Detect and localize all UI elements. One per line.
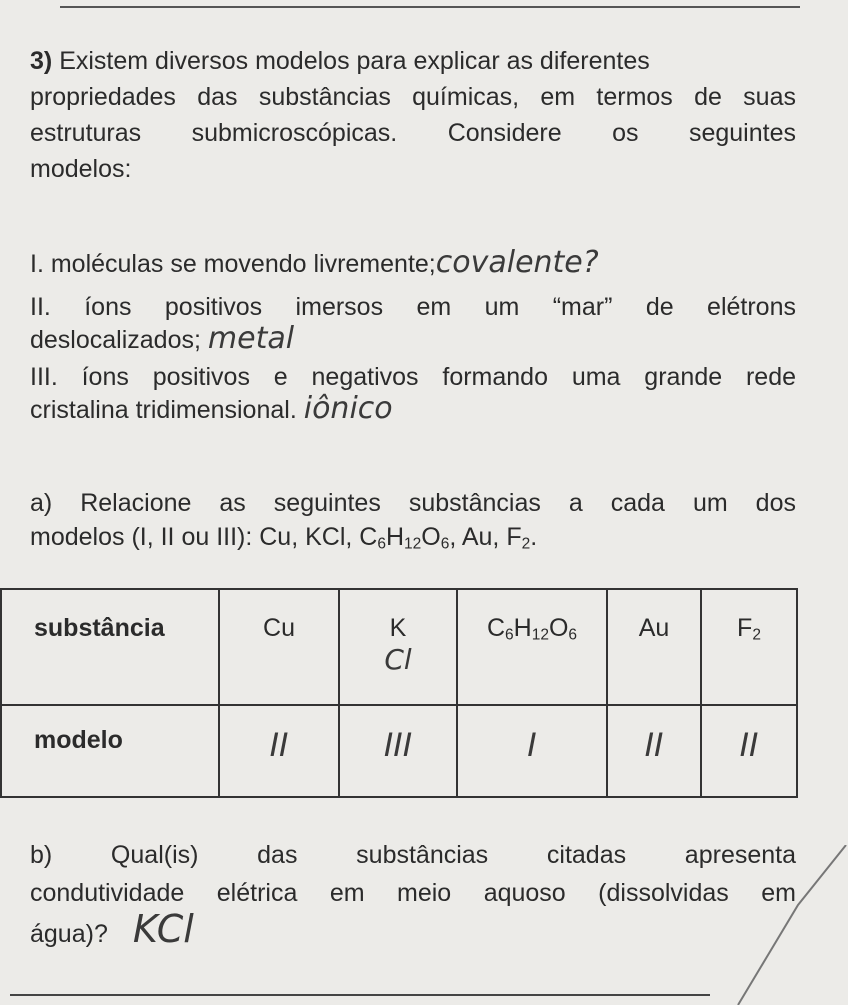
handwritten-model-iii: iônico bbox=[303, 391, 393, 426]
question-intro-line-4: modelos: bbox=[30, 155, 132, 183]
part-a-line-2: modelos (I, II ou III): Cu, KCl, $C_6H_{12}O_6$, Au, $F_2$. bbox=[30, 523, 538, 553]
model-ii-line-2: deslocalizados; metal bbox=[30, 321, 295, 356]
part-b-line-2: condutividade elétrica em meio aquoso (dissolvidas em bbox=[30, 879, 796, 907]
cell-kcl: K Cl bbox=[339, 589, 457, 705]
model-iii-line-2: cristalina tridimensional. iônico bbox=[30, 391, 393, 426]
model-iii-line-1: III. íons positivos e negativos formando uma grande rede bbox=[30, 363, 796, 391]
cell-f2: $F_2$ bbox=[701, 589, 797, 705]
row-label-modelo: modelo bbox=[1, 705, 219, 797]
handwritten-model-ii: metal bbox=[207, 321, 295, 356]
cell-glucose: $C_6H_{12}O_6$ bbox=[457, 589, 607, 705]
handwritten-model-i: covalente? bbox=[435, 245, 599, 280]
cell-cu: Cu bbox=[219, 589, 339, 705]
handwritten-answer-b: KCl bbox=[132, 907, 194, 951]
row-label-substancia: substância bbox=[1, 589, 219, 705]
part-a-line-1: a) Relacione as seguintes substâncias a cada um dos bbox=[30, 489, 796, 517]
part-b-line-1: b) Qual(is) das substâncias citadas apresenta bbox=[30, 841, 796, 869]
table-row bbox=[1, 705, 797, 797]
substance-model-table bbox=[0, 588, 798, 798]
question-intro-line-3: estruturas submicroscópicas. Considere os seguintes bbox=[30, 119, 796, 147]
part-b-line-3: água)? KCl bbox=[30, 907, 194, 951]
answer-cu: II bbox=[219, 705, 339, 797]
pen-stroke bbox=[728, 845, 848, 1005]
question-number: 3) bbox=[30, 47, 53, 75]
bottom-rule bbox=[10, 994, 710, 996]
answer-kcl: III bbox=[339, 705, 457, 797]
top-rule bbox=[60, 6, 800, 8]
model-i: I. moléculas se movendo livremente;covalente? bbox=[30, 245, 599, 280]
model-ii-line-1: II. íons positivos imersos em um “mar” de elétrons bbox=[30, 293, 796, 321]
question-intro-line-1: 3) Existem diversos modelos para explicar as diferentes bbox=[30, 47, 650, 75]
answer-f2: II bbox=[701, 705, 797, 797]
cell-au: Au bbox=[607, 589, 701, 705]
handwritten-cl: Cl bbox=[384, 643, 412, 676]
answer-au: II bbox=[607, 705, 701, 797]
question-intro-line-2: propriedades das substâncias químicas, em termos de suas bbox=[30, 83, 796, 111]
table-row bbox=[1, 589, 797, 705]
answer-glucose: I bbox=[457, 705, 607, 797]
